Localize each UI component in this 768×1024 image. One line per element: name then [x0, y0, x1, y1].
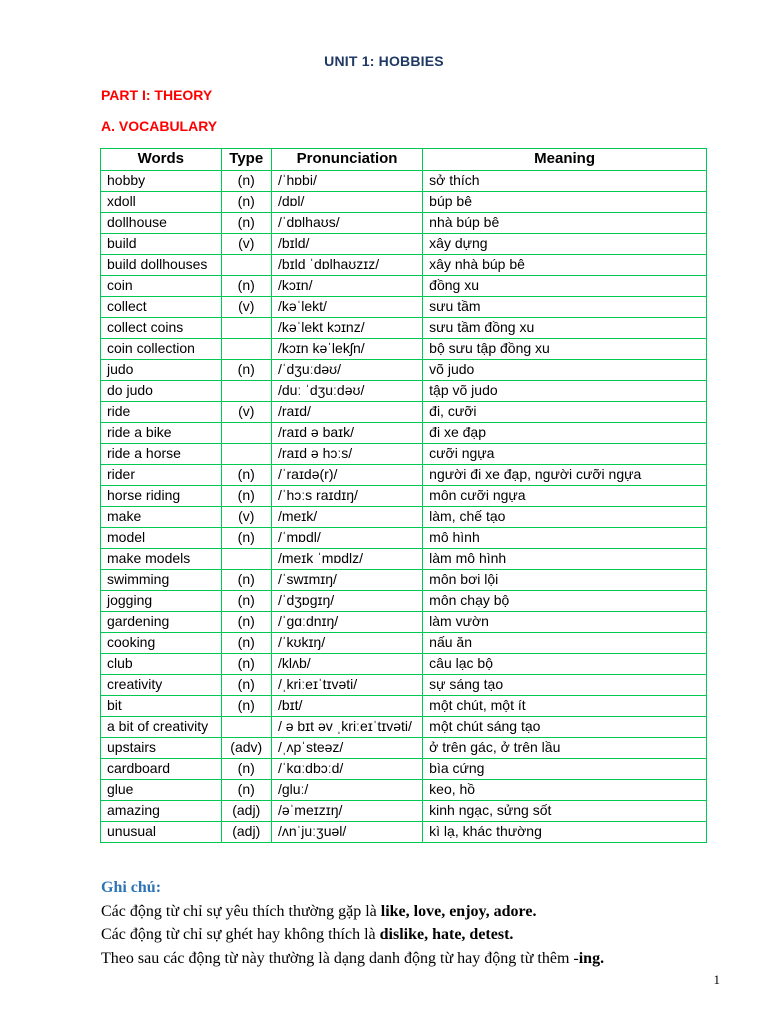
meaning-cell: đi xe đạp	[423, 423, 707, 444]
type-cell: (adv)	[221, 738, 271, 759]
table-row	[101, 822, 707, 843]
table-row	[101, 213, 707, 234]
word-cell: swimming	[101, 570, 222, 591]
word-cell: upstairs	[101, 738, 222, 759]
pronunciation-cell: /dɒl/	[271, 192, 422, 213]
meaning-cell: làm, chế tạo	[423, 507, 707, 528]
pronunciation-cell: /ˈhɔːs raɪdɪŋ/	[271, 486, 422, 507]
pronunciation-cell: /bɪld/	[271, 234, 422, 255]
table-row	[101, 675, 707, 696]
meaning-cell: môn cưỡi ngựa	[423, 486, 707, 507]
type-cell: (v)	[221, 297, 271, 318]
note-line-bold: dislike, hate, detest.	[379, 926, 514, 943]
type-cell: (v)	[221, 234, 271, 255]
note-section	[101, 876, 741, 970]
table-row	[101, 171, 707, 192]
meaning-cell: làm mô hình	[423, 549, 707, 570]
type-cell: (v)	[221, 402, 271, 423]
pronunciation-cell: /klʌb/	[271, 654, 422, 675]
type-cell: (n)	[221, 192, 271, 213]
meaning-cell: câu lạc bộ	[423, 654, 707, 675]
part-title: PART I: THEORY	[101, 87, 213, 103]
table-row	[101, 780, 707, 801]
table-row	[101, 528, 707, 549]
pronunciation-cell: /bɪt/	[271, 696, 422, 717]
table-header-row	[101, 149, 707, 171]
table-row	[101, 696, 707, 717]
word-cell: hobby	[101, 171, 222, 192]
word-cell: collect coins	[101, 318, 222, 339]
note-line-dislike	[101, 923, 741, 947]
pronunciation-cell: /duː ˈdʒuːdəʊ/	[271, 381, 422, 402]
type-cell: (n)	[221, 570, 271, 591]
table-row	[101, 234, 707, 255]
note-line-ing	[101, 947, 741, 971]
type-cell: (n)	[221, 633, 271, 654]
word-cell: coin	[101, 276, 222, 297]
pronunciation-cell: /kɔɪn kəˈlekʃn/	[271, 339, 422, 360]
type-cell: (n)	[221, 612, 271, 633]
pronunciation-cell: /ˌʌpˈsteəz/	[271, 738, 422, 759]
table-row	[101, 486, 707, 507]
type-cell	[221, 717, 271, 738]
meaning-cell: một chút sáng tạo	[423, 717, 707, 738]
unit-title: UNIT 1: HOBBIES	[324, 53, 444, 69]
pronunciation-cell: /ʌnˈjuːʒuəl/	[271, 822, 422, 843]
header-words: Words	[101, 149, 222, 171]
word-cell: rider	[101, 465, 222, 486]
type-cell: (n)	[221, 528, 271, 549]
pronunciation-cell: /gluː/	[271, 780, 422, 801]
type-cell: (adj)	[221, 801, 271, 822]
word-cell: ride	[101, 402, 222, 423]
pronunciation-cell: /meɪk ˈmɒdlz/	[271, 549, 422, 570]
type-cell	[221, 255, 271, 276]
type-cell: (n)	[221, 360, 271, 381]
table-row	[101, 801, 707, 822]
word-cell: xdoll	[101, 192, 222, 213]
pronunciation-cell: /ˈdʒɒgɪŋ/	[271, 591, 422, 612]
table-row	[101, 465, 707, 486]
word-cell: do judo	[101, 381, 222, 402]
table-row	[101, 339, 707, 360]
table-row	[101, 612, 707, 633]
word-cell: coin collection	[101, 339, 222, 360]
meaning-cell: búp bê	[423, 192, 707, 213]
type-cell: (n)	[221, 654, 271, 675]
table-row	[101, 507, 707, 528]
word-cell: cardboard	[101, 759, 222, 780]
table-row	[101, 549, 707, 570]
word-cell: model	[101, 528, 222, 549]
table-row	[101, 654, 707, 675]
word-cell: cooking	[101, 633, 222, 654]
pronunciation-cell: /kɔɪn/	[271, 276, 422, 297]
header-type: Type	[221, 149, 271, 171]
note-line-bold: like, love, enjoy, adore.	[380, 902, 537, 920]
type-cell: (n)	[221, 675, 271, 696]
type-cell: (v)	[221, 507, 271, 528]
type-cell: (adj)	[221, 822, 271, 843]
meaning-cell: sự sáng tạo	[423, 675, 707, 696]
table-row	[101, 255, 707, 276]
pronunciation-cell: /kəˈlekt/	[271, 297, 422, 318]
type-cell: (n)	[221, 171, 271, 192]
table-row	[101, 633, 707, 654]
meaning-cell: nấu ăn	[423, 633, 707, 654]
type-cell	[221, 381, 271, 402]
word-cell: gardening	[101, 612, 222, 633]
note-heading: Ghi chú:	[101, 879, 162, 896]
meaning-cell: người đi xe đạp, người cưỡi ngựa	[423, 465, 707, 486]
pronunciation-cell: /bɪld ˈdɒlhaʊzɪz/	[271, 255, 422, 276]
table-row	[101, 738, 707, 759]
table-row	[101, 192, 707, 213]
type-cell: (n)	[221, 759, 271, 780]
table-row	[101, 444, 707, 465]
meaning-cell: đồng xu	[423, 276, 707, 297]
table-row	[101, 297, 707, 318]
word-cell: dollhouse	[101, 213, 222, 234]
table-row	[101, 570, 707, 591]
note-line-text: Theo sau các động từ này thường là dạng danh động từ hay động từ thêm -	[101, 949, 579, 967]
pronunciation-cell: /ˈkɑːdbɔːd/	[271, 759, 422, 780]
type-cell: (n)	[221, 591, 271, 612]
meaning-cell: ở trên gác, ở trên lầu	[423, 738, 707, 759]
meaning-cell: mô hình	[423, 528, 707, 549]
meaning-cell: một chút, một ít	[423, 696, 707, 717]
meaning-cell: sưu tầm đồng xu	[423, 318, 707, 339]
meaning-cell: môn bơi lội	[423, 570, 707, 591]
table-row	[101, 423, 707, 444]
table-row	[101, 318, 707, 339]
table-body	[101, 171, 707, 843]
word-cell: glue	[101, 780, 222, 801]
word-cell: a bit of creativity	[101, 717, 222, 738]
meaning-cell: bộ sưu tập đồng xu	[423, 339, 707, 360]
pronunciation-cell: /raɪd ə hɔːs/	[271, 444, 422, 465]
table-row	[101, 381, 707, 402]
note-line-text: Các động từ chỉ sự yêu thích thường gặp là	[101, 902, 381, 920]
pronunciation-cell: /meɪk/	[271, 507, 422, 528]
table-row	[101, 402, 707, 423]
word-cell: unusual	[101, 822, 222, 843]
meaning-cell: làm vườn	[423, 612, 707, 633]
pronunciation-cell: /ˈdɒlhaʊs/	[271, 213, 422, 234]
meaning-cell: môn chạy bộ	[423, 591, 707, 612]
type-cell	[221, 318, 271, 339]
word-cell: ride a horse	[101, 444, 222, 465]
meaning-cell: bìa cứng	[423, 759, 707, 780]
word-cell: make	[101, 507, 222, 528]
note-line-like	[101, 900, 741, 924]
meaning-cell: nhà búp bê	[423, 213, 707, 234]
pronunciation-cell: /ˈhɒbi/	[271, 171, 422, 192]
note-line-bold: ing.	[578, 949, 605, 967]
word-cell: make models	[101, 549, 222, 570]
table-row	[101, 759, 707, 780]
meaning-cell: sở thích	[423, 171, 707, 192]
meaning-cell: tập võ judo	[423, 381, 707, 402]
header-meaning: Meaning	[423, 149, 707, 171]
table-row	[101, 360, 707, 381]
type-cell	[221, 423, 271, 444]
type-cell	[221, 339, 271, 360]
word-cell: jogging	[101, 591, 222, 612]
type-cell	[221, 444, 271, 465]
word-cell: creativity	[101, 675, 222, 696]
pronunciation-cell: /raɪd ə baɪk/	[271, 423, 422, 444]
pronunciation-cell: /raɪd/	[271, 402, 422, 423]
meaning-cell: xây nhà búp bê	[423, 255, 707, 276]
meaning-cell: xây dựng	[423, 234, 707, 255]
type-cell: (n)	[221, 213, 271, 234]
type-cell: (n)	[221, 780, 271, 801]
word-cell: amazing	[101, 801, 222, 822]
word-cell: build dollhouses	[101, 255, 222, 276]
meaning-cell: kì lạ, khác thường	[423, 822, 707, 843]
pronunciation-cell: /ˈswɪmɪŋ/	[271, 570, 422, 591]
page-number: 1	[713, 972, 720, 987]
note-line-text: Các động từ chỉ sự ghét hay không thích là	[101, 926, 380, 943]
table-row	[101, 591, 707, 612]
table-row	[101, 717, 707, 738]
type-cell: (n)	[221, 465, 271, 486]
word-cell: horse riding	[101, 486, 222, 507]
pronunciation-cell: /ˈgɑːdnɪŋ/	[271, 612, 422, 633]
meaning-cell: sưu tầm	[423, 297, 707, 318]
table-row	[101, 276, 707, 297]
word-cell: collect	[101, 297, 222, 318]
pronunciation-cell: /ˈraɪdə(r)/	[271, 465, 422, 486]
pronunciation-cell: /kəˈlekt kɔɪnz/	[271, 318, 422, 339]
meaning-cell: kinh ngạc, sửng sốt	[423, 801, 707, 822]
pronunciation-cell: /ˈdʒuːdəʊ/	[271, 360, 422, 381]
meaning-cell: keo, hồ	[423, 780, 707, 801]
word-cell: judo	[101, 360, 222, 381]
pronunciation-cell: /ˌkriːeɪˈtɪvəti/	[271, 675, 422, 696]
type-cell: (n)	[221, 486, 271, 507]
meaning-cell: cưỡi ngựa	[423, 444, 707, 465]
pronunciation-cell: / ə bɪt əv ˌkriːeɪˈtɪvəti/	[271, 717, 422, 738]
pronunciation-cell: /ˈmɒdl/	[271, 528, 422, 549]
section-title: A. VOCABULARY	[101, 118, 218, 134]
type-cell: (n)	[221, 276, 271, 297]
vocabulary-table	[100, 148, 707, 843]
pronunciation-cell: /ˈkʊkɪŋ/	[271, 633, 422, 654]
pronunciation-cell: /əˈmeɪzɪŋ/	[271, 801, 422, 822]
word-cell: bit	[101, 696, 222, 717]
type-cell: (n)	[221, 696, 271, 717]
meaning-cell: đi, cưỡi	[423, 402, 707, 423]
type-cell	[221, 549, 271, 570]
meaning-cell: võ judo	[423, 360, 707, 381]
word-cell: ride a bike	[101, 423, 222, 444]
header-pronunciation: Pronunciation	[271, 149, 422, 171]
word-cell: build	[101, 234, 222, 255]
word-cell: club	[101, 654, 222, 675]
